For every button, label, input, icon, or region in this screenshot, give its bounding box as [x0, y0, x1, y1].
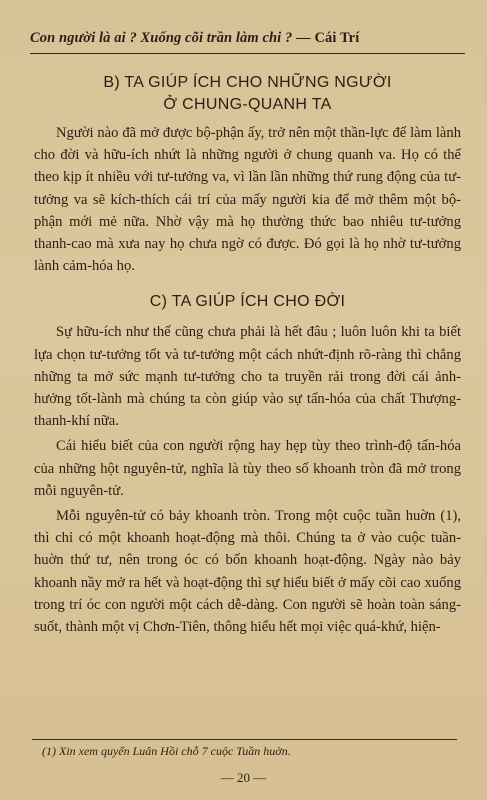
section-b-paragraph: Người nào đã mở được bộ-phận ấy, trở nên một thần-lực để làm lành cho đời và hữu-ích nhứt là những người ở chung quanh va. Họ có thể theo kịp ít nhiều với tư-tưởng va, vì lần lần những thứ rung động của tư-tưởng va sẽ kích-thích cái trí của mấy người kia để mở thêm một bộ-phận mới mẻ nữa. Nhờ vậy mà họ thường thức bao nhiêu tư-tưởng thanh-cao mà xưa nay họ chưa ngờ có được. Đó gọi là họ nhờ tư-tưởng lành cảm-hóa họ.: [34, 125, 461, 275]
section-c-paragraph: Sự hữu-ích như thế cũng chưa phải là hết đâu ; luôn luôn khi ta biết lựa chọn tư-tưởng tốt và tư-tưởng một cách nhứt-định rõ-ràng thì chẳng những ta mở sức mạnh tư-tưởng cho ta truyền rải trong đời cái ảnh-hưởng tốt-lành mà chúng ta còn giúp vào sự tấn-hóa của chất Thượng-thanh-khí nữa.: [34, 324, 461, 430]
header-chapter: Cái Trí: [314, 30, 360, 46]
page-number: — 20 —: [220, 770, 267, 785]
section-c-paragraph: Mỗi nguyên-tử có bảy khoanh tròn. Trong một cuộc tuần huờn (1), thì chỉ có một khoanh hoạt-động mà thôi. Chúng ta ở vào cuộc tuần-huờn thứ tư, nên trong óc có bốn khoanh hoạt-động. Ngày nào bảy khoanh nầy mở ra hết và hoạt-động thì sự hiểu biết ở mấy cõi cao xuống trong trí óc con người một cách dễ-dàng. Con người sẽ hoàn toàn sáng-suốt, thành một vị Chơn-Tiên, thông hiểu hết mọi việc quá-khứ, hiện-: [34, 508, 461, 636]
section-b-heading-line2: Ở CHUNG-QUANH TA: [163, 96, 332, 113]
running-header: [30, 30, 465, 47]
page-body: [34, 60, 461, 638]
header-rule: [30, 53, 465, 54]
section-c-paragraph: Cái hiểu biết của con người rộng hay hẹp tùy theo trình-độ tấn-hóa của những hột nguyên-tử, nghĩa là tùy theo số khoanh tròn đã mở trong mỗi nguyên-tử.: [34, 438, 461, 499]
section-b-heading: [34, 72, 461, 116]
footnote: (1) Xin xem quyển Luân Hồi chỗ 7 cuộc Tuần huờn.: [42, 744, 291, 758]
section-b-heading-line1: B) TA GIÚP ÍCH CHO NHỮNG NGƯỜI: [103, 74, 392, 91]
footnote-rule: [32, 739, 457, 740]
section-c-heading: C) TA GIÚP ÍCH CHO ĐỜI: [149, 293, 346, 311]
header-title: Con người là ai ? Xuống cõi trần làm chi ? —: [30, 30, 311, 46]
